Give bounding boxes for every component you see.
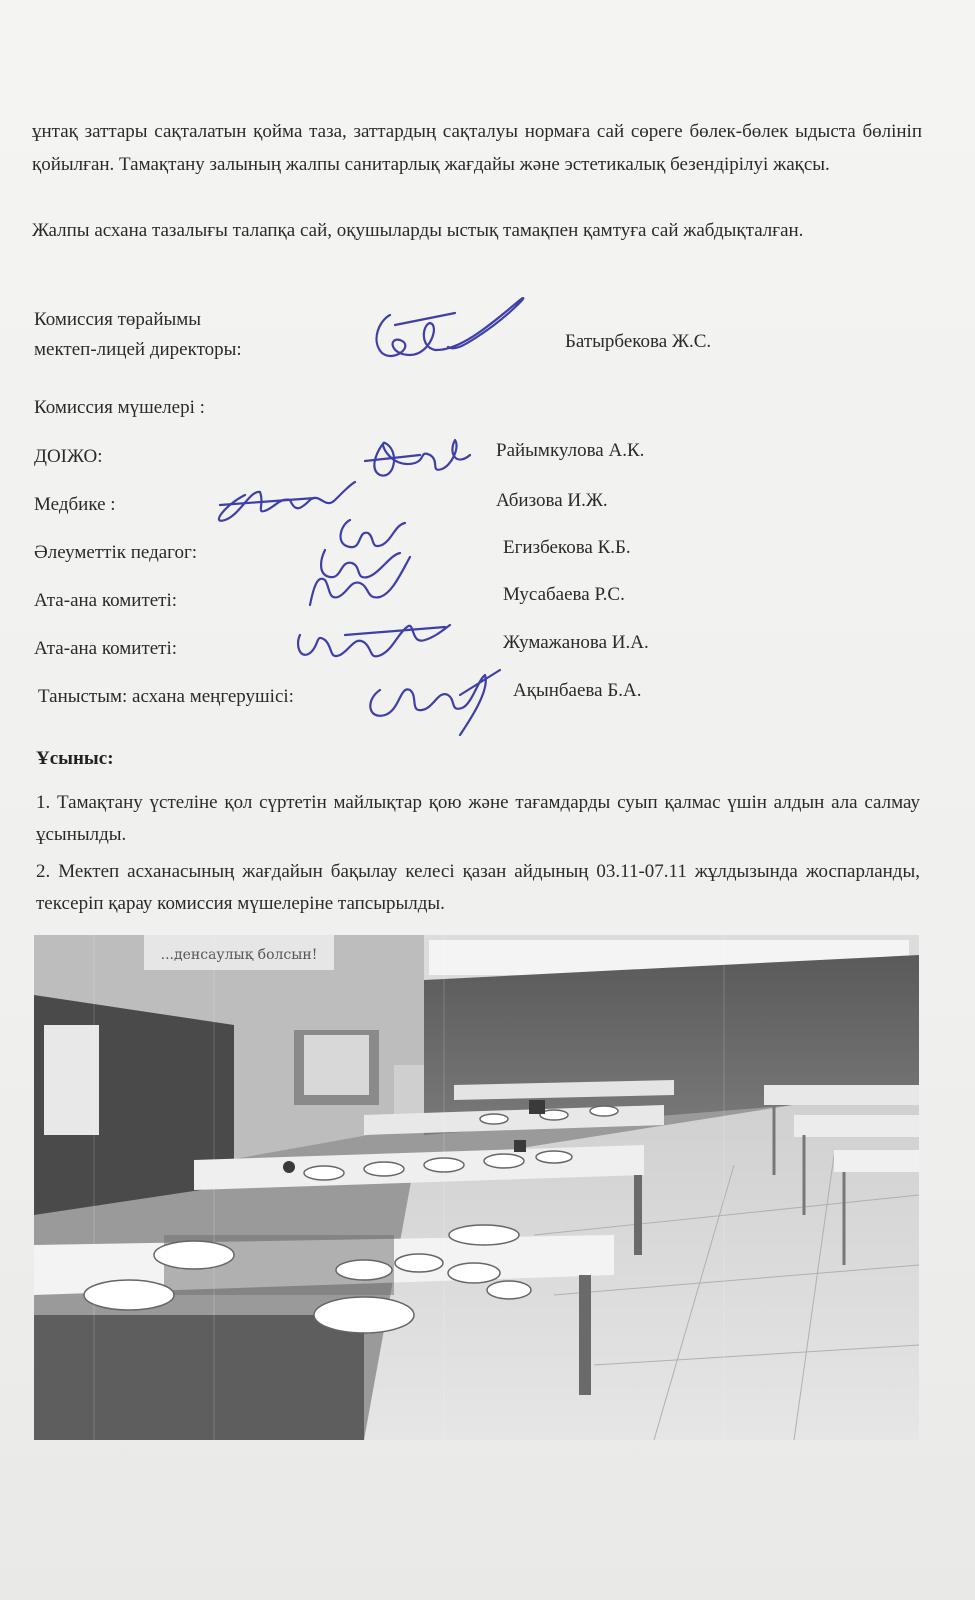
canteen-photo bbox=[34, 935, 919, 1440]
recommendation-item: 2. Мектеп асханасының жағдайын бақылау келесі қазан айдының 03.11-07.11 жұлдызында жоспарланды, тексеріп қарау комиссия мүшелеріне тапсырылды. bbox=[36, 861, 920, 914]
chair-title-line1: Комиссия төрайымы bbox=[34, 309, 202, 330]
chair-title-line2: мектеп-лицей директоры: bbox=[34, 339, 242, 360]
members-heading: Комиссия мүшелері : bbox=[34, 397, 205, 418]
recommendation-item: 1. Тамақтану үстеліне қол сүртетін майлықтар қою және тағамдарды суып қалмас үшін алдын ала салмау ұсынылды. bbox=[36, 792, 920, 845]
paragraph-summary: Жалпы асхана тазалығы талапқа сай, оқушыларды ыстық тамақпен қамтуға сай жабдықталған. bbox=[32, 220, 804, 241]
member-role: Медбике : bbox=[34, 494, 116, 515]
member-signature bbox=[360, 425, 480, 505]
member-signature bbox=[300, 505, 430, 615]
chair-name: Батырбекова Ж.С. bbox=[565, 331, 712, 352]
member-signature bbox=[360, 650, 510, 740]
member-role: Әлеуметтік педагог: bbox=[34, 542, 198, 563]
recommendations-heading: Ұсыныс: bbox=[36, 748, 114, 769]
member-role: ДОІЖО: bbox=[34, 446, 103, 467]
paragraph-storage: ұнтақ заттары сақталатын қойма таза, заттардың сақталуы нормаға сай сөреге бөлек-бөлек ыдыста бөлініп қойылған. Тамақтану залының жалпы санитарлық жағдайы және эстетикалық безендірілуі жақсы. bbox=[32, 121, 922, 175]
member-role: Таныстым: асхана меңгерушісі: bbox=[38, 686, 294, 707]
member-name: Жумажанова И.А. bbox=[503, 632, 649, 653]
chair-signature bbox=[360, 285, 540, 375]
member-name: Мусабаева Р.С. bbox=[503, 584, 625, 605]
member-name: Егизбекова К.Б. bbox=[503, 537, 631, 558]
member-name: Абизова И.Ж. bbox=[496, 490, 608, 511]
member-role: Ата-ана комитеті: bbox=[34, 638, 178, 659]
member-role: Ата-ана комитеті: bbox=[34, 590, 178, 611]
member-name: Ақынбаева Б.А. bbox=[513, 680, 642, 701]
member-name: Райымкулова А.К. bbox=[496, 440, 645, 461]
poster-text: ...денсаулық болсын! bbox=[160, 947, 318, 963]
